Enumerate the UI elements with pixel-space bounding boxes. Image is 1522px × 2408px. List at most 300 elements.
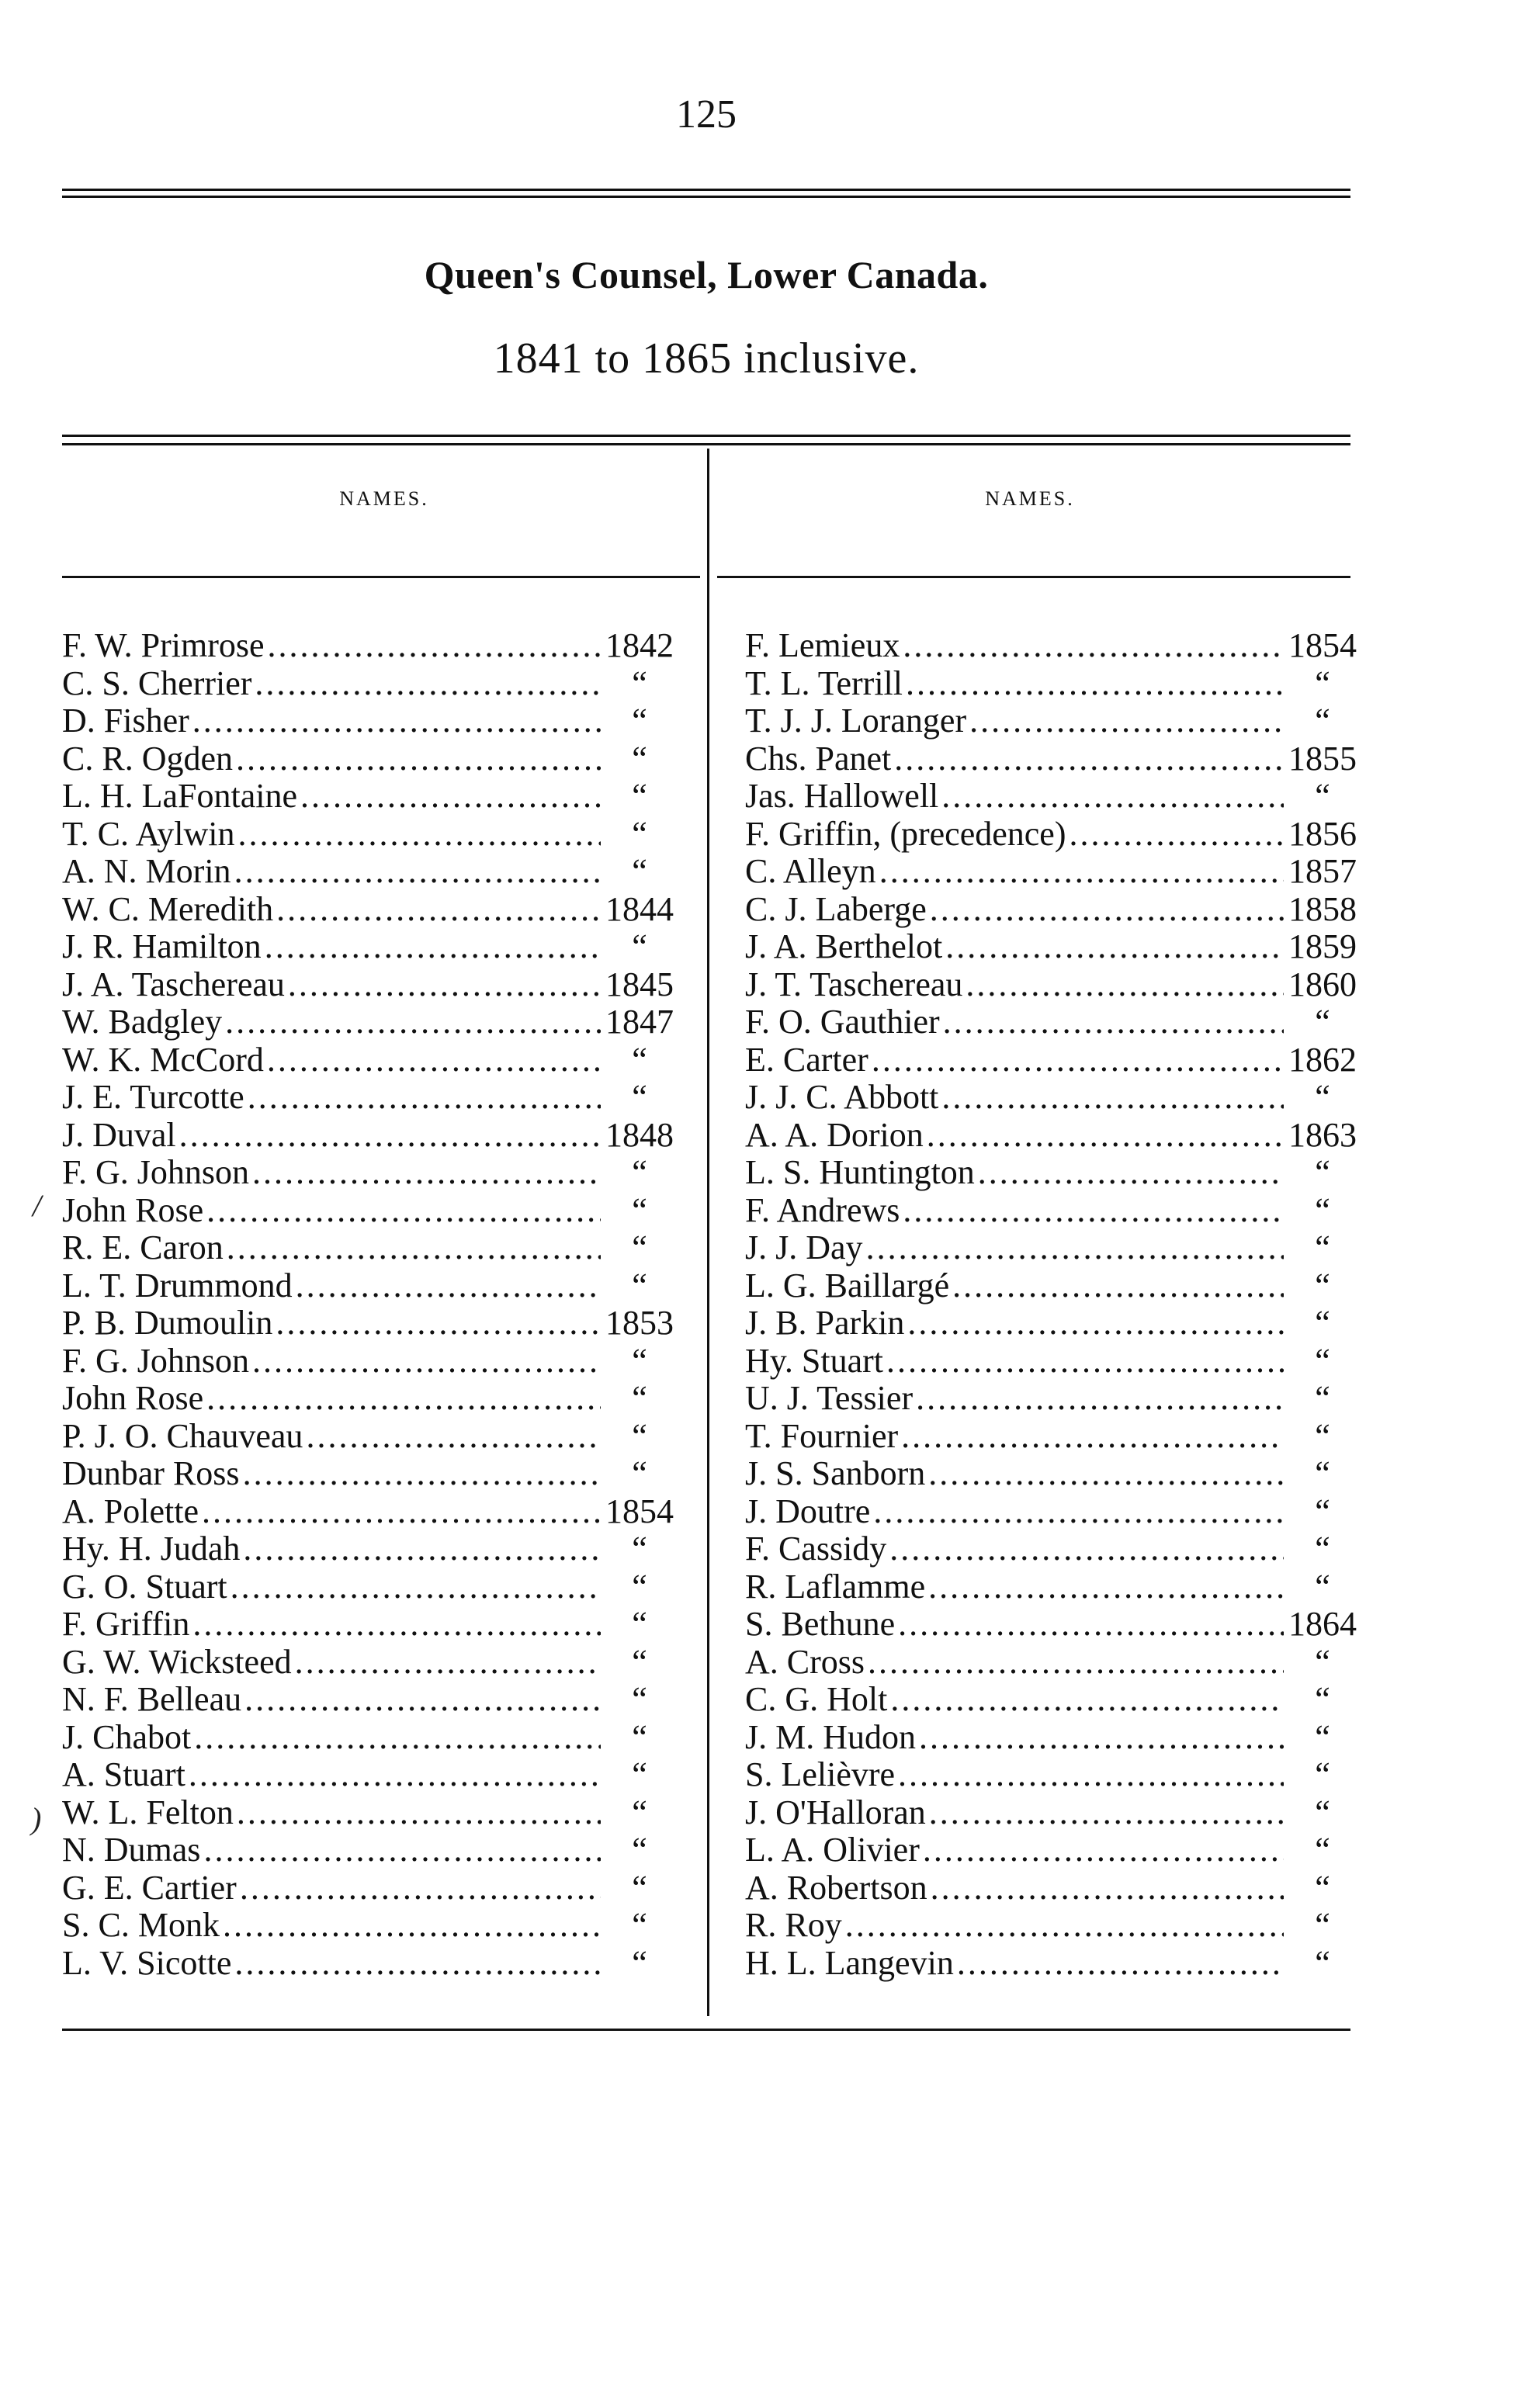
list-item — [62, 1267, 675, 1305]
entry-year: “ — [632, 1078, 647, 1116]
list-item — [745, 1455, 1358, 1493]
list-item — [62, 1041, 675, 1079]
entry-name: W. Badgley — [62, 1003, 223, 1041]
entry-year: “ — [632, 1153, 647, 1191]
dot-leader — [236, 740, 601, 778]
list-item — [745, 1229, 1358, 1267]
entry-year: “ — [632, 1567, 647, 1606]
entry-year: “ — [1315, 663, 1330, 702]
left-name-list — [62, 627, 675, 1982]
list-item — [62, 1380, 675, 1418]
dot-leader — [966, 966, 1284, 1004]
entry-name: P. J. O. Chauveau — [62, 1416, 303, 1455]
list-item — [745, 1681, 1358, 1719]
list-item — [745, 1568, 1358, 1606]
entry-year: “ — [632, 852, 647, 890]
list-item — [62, 1644, 675, 1682]
entry-year: “ — [632, 814, 647, 853]
list-item — [745, 1719, 1358, 1757]
entry-name: C. R. Ogden — [62, 739, 233, 778]
list-item — [745, 853, 1358, 891]
dot-leader — [192, 702, 601, 740]
header-rule — [62, 189, 1350, 191]
list-item — [745, 1154, 1358, 1192]
entry-name: J. Doutre — [745, 1492, 871, 1530]
dot-leader — [901, 1418, 1284, 1456]
entry-name: U. J. Tessier — [745, 1379, 914, 1417]
dot-leader — [237, 1794, 601, 1832]
dot-leader — [943, 1003, 1284, 1041]
entry-name: F. W. Primrose — [62, 626, 265, 664]
dot-leader — [941, 1079, 1284, 1117]
list-item — [62, 1756, 675, 1794]
list-item — [62, 1831, 675, 1869]
list-item — [62, 928, 675, 966]
dot-leader — [927, 1117, 1284, 1155]
list-item — [62, 1154, 675, 1192]
dot-leader — [903, 627, 1284, 665]
entry-name: W. L. Felton — [62, 1793, 234, 1831]
entry-year: “ — [1315, 1153, 1330, 1191]
list-item — [745, 1907, 1358, 1945]
entry-year: “ — [632, 1530, 647, 1568]
list-item — [62, 1117, 675, 1155]
entry-name: F. Griffin, (precedence) — [745, 814, 1066, 853]
entry-year: 1858 — [1288, 889, 1357, 928]
entry-year: “ — [1315, 1868, 1330, 1907]
entry-year: “ — [632, 1190, 647, 1229]
entry-year: “ — [1315, 1454, 1330, 1492]
entry-year: “ — [1315, 1492, 1330, 1530]
dot-leader — [268, 627, 601, 665]
list-item — [745, 778, 1358, 816]
list-item — [62, 1606, 675, 1644]
entry-name: F. O. Gauthier — [745, 1003, 940, 1041]
list-item — [745, 1794, 1358, 1832]
dot-leader — [894, 740, 1284, 778]
entry-year: “ — [632, 1341, 647, 1380]
entry-name: C. J. Laberge — [745, 889, 927, 928]
list-item — [62, 1343, 675, 1381]
list-item — [62, 1945, 675, 1983]
list-item — [745, 816, 1358, 854]
list-item — [745, 702, 1358, 740]
dot-leader — [192, 1606, 601, 1644]
dot-leader — [928, 1568, 1284, 1606]
list-item — [745, 1079, 1358, 1117]
dot-leader — [903, 1192, 1284, 1230]
entry-year: “ — [1315, 1078, 1330, 1116]
dot-leader — [296, 1267, 601, 1305]
entry-name: L. T. Drummond — [62, 1266, 293, 1304]
entry-name: J. B. Parkin — [745, 1304, 905, 1342]
entry-name: J. O'Halloran — [745, 1793, 926, 1831]
entry-year: “ — [1315, 1680, 1330, 1718]
entry-year: “ — [632, 1793, 647, 1831]
entry-name: L. G. Baillargé — [745, 1266, 950, 1304]
entry-year: “ — [632, 1717, 647, 1756]
dot-leader — [203, 1831, 601, 1869]
list-item — [745, 1418, 1358, 1456]
list-item — [62, 740, 675, 778]
dot-leader — [952, 1267, 1284, 1305]
entry-name: S. Bethune — [745, 1605, 896, 1643]
entry-year: “ — [1315, 702, 1330, 740]
entry-name: A. N. Morin — [62, 852, 231, 890]
entry-name: A. Polette — [62, 1492, 199, 1530]
list-item — [62, 1568, 675, 1606]
list-item — [62, 1681, 675, 1719]
dot-leader — [267, 1041, 601, 1079]
entry-name: N. Dumas — [62, 1831, 201, 1869]
entry-name: J. E. Turcotte — [62, 1078, 244, 1116]
entry-year: “ — [1315, 1228, 1330, 1266]
entry-name: J. Chabot — [62, 1717, 192, 1756]
entry-year: “ — [1315, 1379, 1330, 1417]
entry-year: “ — [1315, 1831, 1330, 1869]
list-item — [745, 1606, 1358, 1644]
entry-year: 1845 — [605, 965, 674, 1003]
entry-name: E. Carter — [745, 1040, 868, 1079]
left-column-header: NAMES. — [339, 487, 429, 510]
entry-year: 1847 — [605, 1003, 674, 1041]
list-item — [62, 1869, 675, 1907]
list-item — [62, 665, 675, 703]
dot-leader — [189, 1756, 601, 1794]
entry-name: D. Fisher — [62, 702, 189, 740]
entry-name: A. Stuart — [62, 1755, 185, 1793]
list-item — [62, 1079, 675, 1117]
entry-name: J. J. Day — [745, 1228, 863, 1266]
entry-year: “ — [632, 739, 647, 778]
entry-year: “ — [632, 777, 647, 815]
right-name-list — [745, 627, 1358, 1982]
dot-leader — [906, 665, 1284, 703]
entry-name: Dunbar Ross — [62, 1454, 240, 1492]
list-item — [745, 1192, 1358, 1230]
dot-leader — [179, 1117, 601, 1155]
page-number: 125 — [676, 92, 737, 137]
list-item — [745, 966, 1358, 1004]
entry-year: 1854 — [1288, 626, 1357, 664]
dot-leader — [898, 1756, 1284, 1794]
entry-name: A. Cross — [745, 1642, 865, 1681]
list-item — [62, 816, 675, 854]
dot-leader — [889, 1530, 1284, 1568]
entry-year: 1857 — [1288, 852, 1357, 890]
page-subtitle: 1841 to 1865 inclusive. — [493, 334, 920, 383]
entry-name: J. S. Sanborn — [745, 1454, 926, 1492]
entry-year: “ — [1315, 1642, 1330, 1681]
margin-mark: ) — [31, 1801, 42, 1836]
entry-year: “ — [1315, 1304, 1330, 1342]
entry-name: J. R. Hamilton — [62, 927, 262, 965]
dot-leader — [866, 1229, 1284, 1267]
dot-leader — [941, 778, 1284, 816]
dot-leader — [300, 778, 601, 816]
dot-leader — [225, 1003, 601, 1041]
entry-name: W. K. McCord — [62, 1040, 264, 1079]
dot-leader — [202, 1493, 601, 1531]
list-item — [62, 702, 675, 740]
entry-year: 1860 — [1288, 965, 1357, 1003]
list-item — [62, 1907, 675, 1945]
dot-leader — [252, 1343, 601, 1381]
list-item — [745, 1869, 1358, 1907]
entry-name: S. Lelièvre — [745, 1755, 896, 1793]
entry-year: “ — [632, 663, 647, 702]
dot-leader — [194, 1719, 601, 1757]
dot-leader — [1069, 816, 1284, 854]
entry-year: “ — [632, 1416, 647, 1455]
dot-leader — [931, 1869, 1284, 1907]
entry-name: S. C. Monk — [62, 1906, 220, 1944]
list-item — [745, 1756, 1358, 1794]
list-item — [745, 740, 1358, 778]
list-item — [745, 627, 1358, 665]
entry-year: 1863 — [1288, 1115, 1357, 1154]
entry-year: 1864 — [1288, 1605, 1357, 1643]
entry-year: 1853 — [605, 1304, 674, 1342]
list-item — [62, 1719, 675, 1757]
list-item — [745, 1304, 1358, 1343]
entry-name: G. E. Cartier — [62, 1868, 237, 1907]
dot-leader — [868, 1644, 1284, 1682]
list-item — [745, 1343, 1358, 1381]
entry-name: J. J. C. Abbott — [745, 1078, 939, 1116]
entry-name: W. C. Meredith — [62, 889, 274, 928]
list-item — [62, 966, 675, 1004]
dot-leader — [969, 702, 1284, 740]
entry-year: “ — [632, 1642, 647, 1681]
entry-name: T. Fournier — [745, 1416, 899, 1455]
list-item — [62, 1003, 675, 1041]
entry-name: H. L. Langevin — [745, 1943, 954, 1982]
entry-name: J. A. Taschereau — [62, 965, 285, 1003]
entry-year: “ — [632, 927, 647, 965]
entry-year: 1859 — [1288, 927, 1357, 965]
entry-name: J. T. Taschereau — [745, 965, 963, 1003]
header-rule — [62, 196, 1350, 198]
entry-year: “ — [632, 1831, 647, 1869]
entry-year: “ — [632, 1228, 647, 1266]
entry-year: 1842 — [605, 626, 674, 664]
entry-year: “ — [632, 1868, 647, 1907]
dot-leader — [978, 1154, 1284, 1192]
entry-year: “ — [632, 1379, 647, 1417]
list-item — [62, 1229, 675, 1267]
dot-leader — [252, 1154, 601, 1192]
list-item — [745, 1380, 1358, 1418]
entry-name: L. V. Sicotte — [62, 1943, 232, 1982]
entry-year: “ — [1315, 1717, 1330, 1756]
list-item — [745, 1493, 1358, 1531]
entry-year: “ — [1315, 1755, 1330, 1793]
dot-leader — [240, 1869, 601, 1907]
dot-leader — [873, 1493, 1284, 1531]
entry-year: “ — [632, 1266, 647, 1304]
entry-name: J. M. Hudon — [745, 1717, 917, 1756]
entry-name: Jas. Hallowell — [745, 777, 939, 815]
entry-name: John Rose — [62, 1190, 204, 1229]
dot-leader — [276, 891, 601, 929]
entry-name: Chs. Panet — [745, 739, 892, 778]
list-item — [62, 1455, 675, 1493]
dot-leader — [223, 1907, 601, 1945]
entry-name: L. A. Olivier — [745, 1831, 920, 1869]
entry-year: “ — [632, 1906, 647, 1944]
table-top-rule — [62, 443, 1350, 445]
list-item — [745, 928, 1358, 966]
entry-year: “ — [632, 1680, 647, 1718]
column-header-rule — [62, 576, 700, 578]
entry-year: “ — [1315, 1793, 1330, 1831]
dot-leader — [288, 966, 601, 1004]
entry-name: F. Cassidy — [745, 1530, 887, 1568]
list-item — [62, 1304, 675, 1343]
dot-leader — [919, 1719, 1284, 1757]
list-item — [745, 665, 1358, 703]
entry-name: F. G. Johnson — [62, 1153, 249, 1191]
entry-year: “ — [632, 1755, 647, 1793]
entry-name: R. E. Caron — [62, 1228, 224, 1266]
entry-name: L. S. Huntington — [745, 1153, 975, 1191]
dot-leader — [923, 1831, 1284, 1869]
entry-year: “ — [1315, 1530, 1330, 1568]
dot-leader — [234, 853, 601, 891]
entry-name: Hy. H. Judah — [62, 1530, 241, 1568]
right-column-header: NAMES. — [985, 487, 1075, 510]
entry-name: G. O. Stuart — [62, 1567, 227, 1606]
entry-name: A. Robertson — [745, 1868, 927, 1907]
list-item — [745, 1267, 1358, 1305]
entry-year: 1856 — [1288, 814, 1357, 853]
entry-name: F. Andrews — [745, 1190, 900, 1229]
entry-year: 1848 — [605, 1115, 674, 1154]
dot-leader — [907, 1304, 1284, 1343]
list-item — [62, 627, 675, 665]
list-item — [745, 1831, 1358, 1869]
entry-year: “ — [632, 702, 647, 740]
dot-leader — [945, 928, 1284, 966]
dot-leader — [206, 1192, 601, 1230]
dot-leader — [248, 1079, 601, 1117]
entry-year: “ — [1315, 1567, 1330, 1606]
entry-year: “ — [632, 1040, 647, 1079]
dot-leader — [243, 1455, 601, 1493]
entry-year: “ — [1315, 1943, 1330, 1982]
dot-leader — [929, 1794, 1284, 1832]
margin-mark: / — [33, 1188, 42, 1223]
entry-name: Hy. Stuart — [745, 1341, 884, 1380]
entry-name: F. Griffin — [62, 1605, 190, 1643]
entry-year: “ — [1315, 1190, 1330, 1229]
dot-leader — [265, 928, 601, 966]
entry-name: G. W. Wicksteed — [62, 1642, 292, 1681]
entry-name: C. S. Cherrier — [62, 663, 252, 702]
dot-leader — [244, 1681, 601, 1719]
list-item — [745, 1041, 1358, 1079]
entry-name: L. H. LaFontaine — [62, 777, 298, 815]
dot-leader — [845, 1907, 1284, 1945]
list-item — [62, 1794, 675, 1832]
entry-year: 1844 — [605, 889, 674, 928]
entry-name: C. G. Holt — [745, 1680, 888, 1718]
entry-year: “ — [632, 1943, 647, 1982]
entry-year: 1855 — [1288, 739, 1357, 778]
list-item — [62, 891, 675, 929]
list-item — [745, 1117, 1358, 1155]
dot-leader — [295, 1644, 601, 1682]
list-item — [62, 778, 675, 816]
dot-leader — [206, 1380, 601, 1418]
dot-leader — [879, 853, 1284, 891]
dot-leader — [886, 1343, 1284, 1381]
entry-name: R. Laflamme — [745, 1567, 926, 1606]
dot-leader — [930, 891, 1284, 929]
list-item — [745, 1530, 1358, 1568]
table-bottom-rule — [62, 2029, 1350, 2031]
list-item — [745, 891, 1358, 929]
dot-leader — [234, 1945, 601, 1983]
dot-leader — [957, 1945, 1284, 1983]
entry-year: “ — [1315, 1341, 1330, 1380]
entry-name: F. Lemieux — [745, 626, 900, 664]
entry-year: “ — [632, 1454, 647, 1492]
dot-leader — [916, 1380, 1284, 1418]
entry-year: “ — [1315, 1266, 1330, 1304]
entry-name: T. L. Terrill — [745, 663, 903, 702]
dot-leader — [255, 665, 601, 703]
entry-year: “ — [1315, 777, 1330, 815]
dot-leader — [890, 1681, 1284, 1719]
entry-name: R. Roy — [745, 1906, 842, 1944]
list-item — [62, 1418, 675, 1456]
list-item — [62, 1493, 675, 1531]
entry-year: “ — [632, 1605, 647, 1643]
dot-leader — [227, 1229, 601, 1267]
page-title: Queen's Counsel, Lower Canada. — [424, 253, 989, 296]
column-divider — [707, 449, 709, 2016]
dot-leader — [243, 1530, 601, 1568]
entry-year: 1854 — [605, 1492, 674, 1530]
dot-leader — [306, 1418, 601, 1456]
entry-name: John Rose — [62, 1379, 204, 1417]
entry-year: “ — [1315, 1906, 1330, 1944]
dot-leader — [231, 1568, 601, 1606]
entry-name: T. J. J. Loranger — [745, 702, 967, 740]
entry-name: P. B. Dumoulin — [62, 1304, 273, 1342]
entry-year: “ — [1315, 1416, 1330, 1455]
list-item — [62, 1530, 675, 1568]
entry-name: N. F. Belleau — [62, 1680, 242, 1718]
column-header-rule — [717, 576, 1350, 578]
list-item — [62, 1192, 675, 1230]
entry-name: T. C. Aylwin — [62, 814, 235, 853]
entry-name: C. Alleyn — [745, 852, 876, 890]
dot-leader — [276, 1304, 601, 1343]
dot-leader — [898, 1606, 1284, 1644]
entry-year: “ — [1315, 1003, 1330, 1041]
dot-leader — [872, 1041, 1284, 1079]
list-item — [745, 1644, 1358, 1682]
list-item — [62, 853, 675, 891]
dot-leader — [928, 1455, 1284, 1493]
list-item — [745, 1945, 1358, 1983]
list-item — [745, 1003, 1358, 1041]
entry-year: 1862 — [1288, 1040, 1357, 1079]
table-top-rule — [62, 435, 1350, 437]
